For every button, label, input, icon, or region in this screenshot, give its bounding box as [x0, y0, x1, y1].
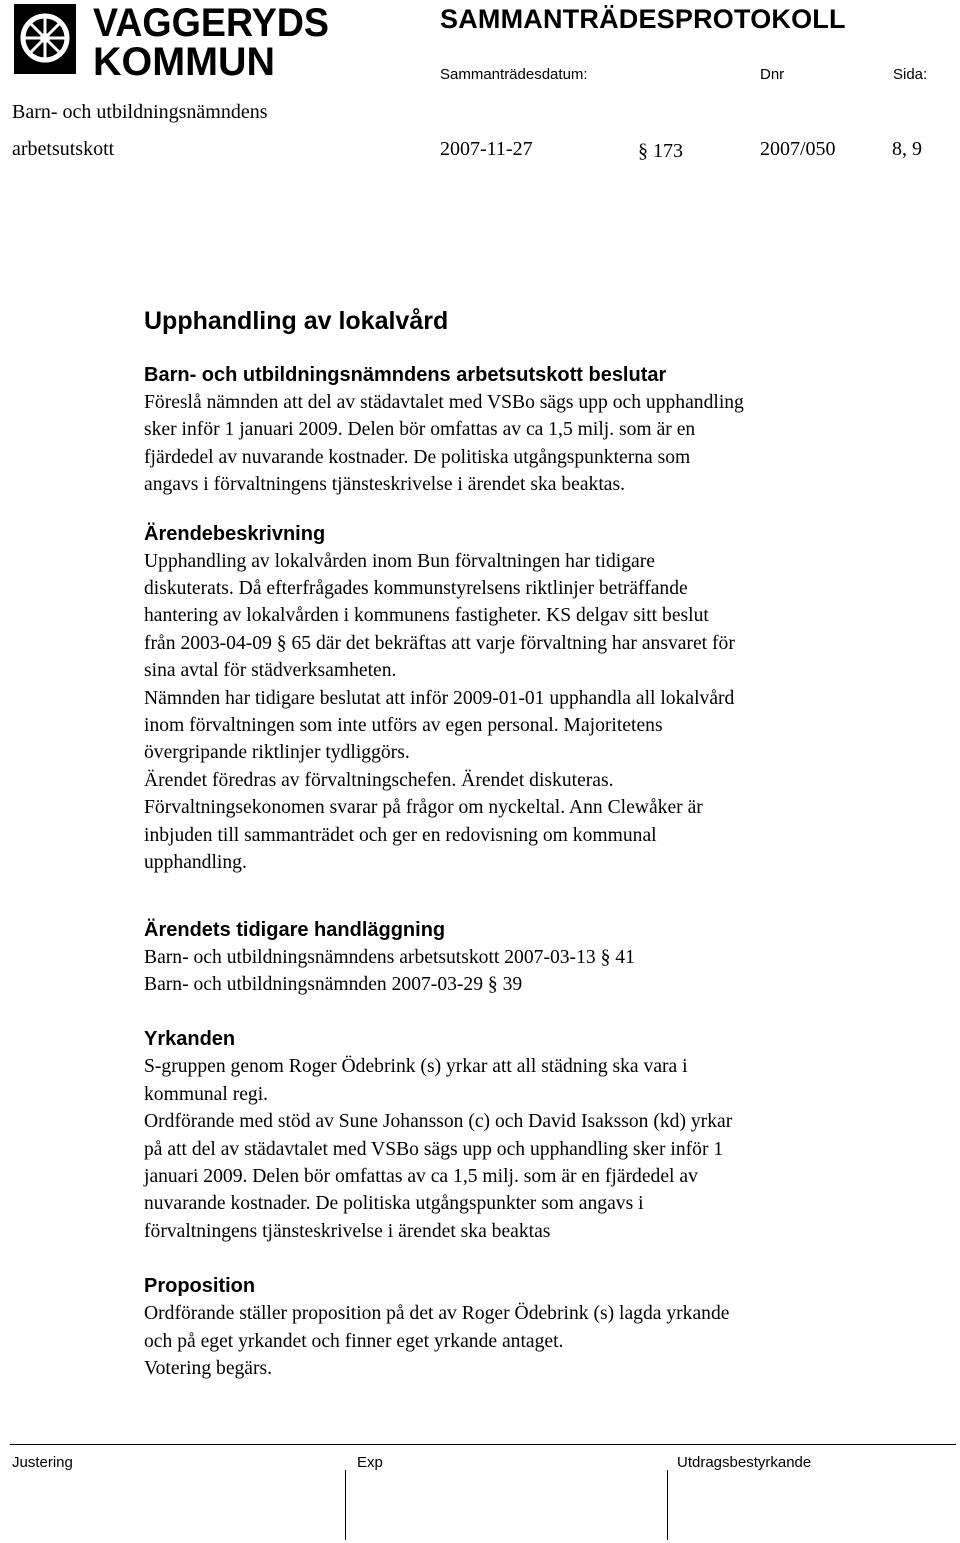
text-line: inbjuden till sammanträdet och ger en redovisning om kommunal — [144, 824, 657, 846]
text-line: fjärdedel av nuvarande kostnader. De politiska utgångspunkterna som — [144, 446, 691, 468]
text-line: Barn- och utbildningsnämndens arbetsutskott 2007-03-13 § 41 — [144, 946, 635, 968]
description-heading: Ärendebeskrivning — [144, 522, 326, 545]
logo-graphic — [11, 2, 341, 80]
text-line: nuvarande kostnader. De politiska utgångspunkter som angavs i — [144, 1193, 644, 1215]
motions-heading: Yrkanden — [144, 1028, 236, 1051]
footer-label-justering: Justering — [12, 1454, 73, 1471]
decision-text — [144, 389, 884, 499]
text-line: diskuterats. Då efterfrågades kommunstyrelsens riktlinjer beträffande — [144, 578, 688, 600]
text-line: från 2003-04-09 § 65 där det bekräftas att varje förvaltning har ansvaret för — [144, 632, 735, 654]
history-heading: Ärendets tidigare handläggning — [144, 918, 446, 941]
text-line: Förvaltningsekonomen svarar på frågor om nyckeltal. Ann Clewåker är — [144, 797, 703, 819]
footer-label-utdrag: Utdragsbestyrkande — [677, 1454, 812, 1471]
document-title: SAMMANTRÄDESPROTOKOLL — [440, 4, 846, 34]
text-line: övergripande riktlinjer tydliggörs. — [144, 742, 410, 764]
text-line: och på eget yrkandet och finner eget yrkande antaget. — [144, 1330, 564, 1352]
text-line: Föreslå nämnden att del av städavtalet med VSBo sägs upp och upphandling — [144, 392, 744, 413]
proposition-heading: Proposition — [144, 1275, 256, 1298]
text-line: kommunal regi. — [144, 1083, 269, 1105]
page-numbers: 8, 9 — [892, 138, 922, 160]
history-text — [144, 944, 884, 999]
text-line: Ordförande med stöd av Sune Johansson (c) och David Isaksson (kd) yrkar — [144, 1111, 733, 1133]
text-line: inom förvaltningen som inte utförs av egen personal. Majoritetens — [144, 715, 663, 737]
footer-divider — [10, 1444, 956, 1445]
municipality-logo — [11, 2, 341, 80]
label-page: Sida: — [893, 66, 928, 83]
text-line: angavs i förvaltningens tjänsteskrivelse i ärendet ska beaktas. — [144, 474, 625, 496]
text-line: förvaltningens tjänsteskrivelse i ärendet ska beaktas — [144, 1220, 551, 1242]
text-line: Barn- och utbildningsnämnden 2007-03-29 § 39 — [144, 973, 523, 995]
committee-name-line1: Barn- och utbildningsnämndens — [12, 101, 268, 123]
text-line: Ärendet föredras av förvaltningschefen. Ärendet diskuteras. — [144, 769, 614, 791]
paragraph-symbol-icon: § — [638, 140, 648, 162]
text-line: Ordförande ställer proposition på det av Roger Ödebrink (s) lagda yrkande — [144, 1303, 730, 1325]
text-line: sker inför 1 januari 2009. Delen bör omfattas av ca 1,5 milj. som är en — [144, 419, 696, 441]
paragraph-number — [638, 140, 683, 163]
footer-label-exp: Exp — [357, 1454, 383, 1471]
footer-signature-divider — [667, 1470, 668, 1540]
dnr-value: 2007/050 — [760, 138, 836, 160]
text-line: Nämnden har tidigare beslutat att inför 2009-01-01 upphandla all lokalvård — [144, 687, 735, 709]
document-body — [144, 306, 884, 1382]
decision-heading: Barn- och utbildningsnämndens arbetsutskott beslutar — [144, 364, 667, 386]
logo-text-line1: VAGGERYDS — [93, 2, 329, 45]
committee-name-line2: arbetsutskott — [12, 138, 115, 160]
text-line: S-gruppen genom Roger Ödebrink (s) yrkar att all städning ska vara i — [144, 1056, 688, 1078]
text-line: upphandling. — [144, 852, 247, 874]
logo-text-line2: KOMMUN — [93, 40, 275, 80]
proposition-text — [144, 1300, 884, 1382]
label-meeting-date: Sammanträdesdatum: — [440, 66, 588, 83]
label-dnr: Dnr — [760, 66, 785, 83]
footer-signature-divider — [345, 1470, 346, 1540]
matter-title: Upphandling av lokalvård — [144, 307, 449, 335]
text-line: januari 2009. Delen bör omfattas av ca 1,5 milj. som är en fjärdedel av — [144, 1165, 698, 1187]
text-line: hantering av lokalvården i kommunens fastigheter. KS delgav sitt beslut — [144, 605, 709, 627]
text-line: sina avtal för städverksamheten. — [144, 660, 397, 682]
text-line: på att del av städavtalet med VSBo sägs upp och upphandling sker inför 1 — [144, 1138, 724, 1160]
meeting-date: 2007-11-27 — [440, 138, 533, 160]
wheel-emblem-icon — [14, 4, 76, 74]
motions-text — [144, 1053, 884, 1245]
text-line: Votering begärs. — [144, 1357, 273, 1379]
paragraph-number-value: 173 — [653, 140, 683, 162]
text-line: Upphandling av lokalvården inom Bun förvaltningen har tidigare — [144, 550, 655, 572]
description-text — [144, 548, 884, 877]
